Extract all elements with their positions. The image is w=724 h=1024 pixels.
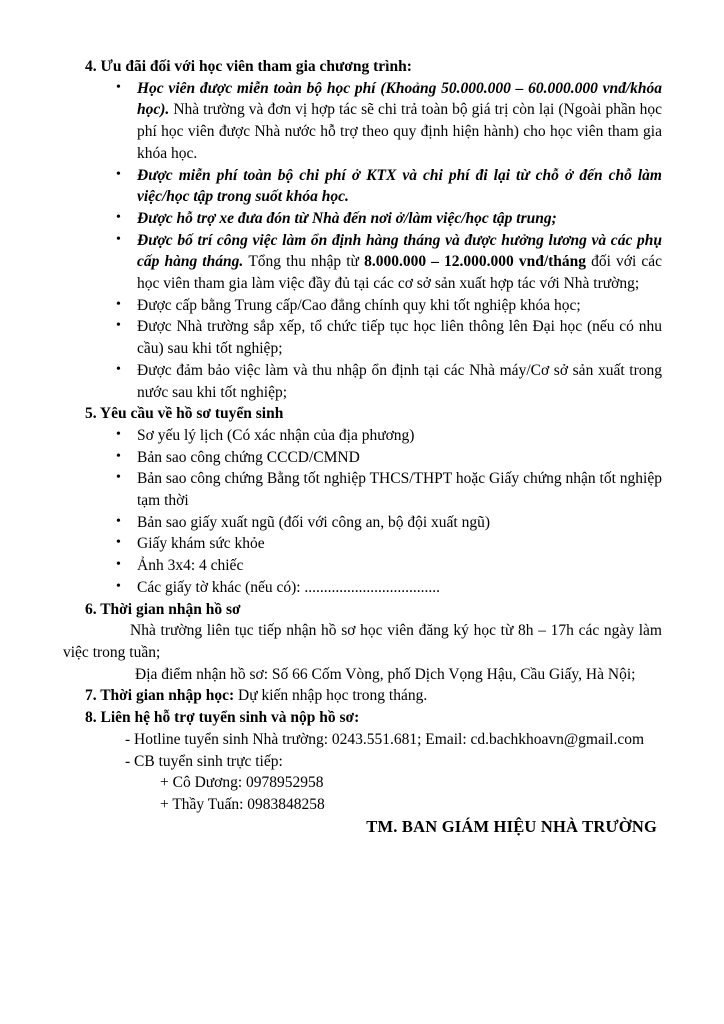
bullet-text — [137, 167, 662, 206]
requirement-item-photos — [63, 555, 662, 577]
text-segment: Giấy khám sức khỏe — [137, 535, 265, 553]
text-segment: 8.000.000 – 12.000.000 vnđ/tháng — [364, 253, 587, 271]
text-segment: 6. Thời gian nhận hồ sơ — [85, 600, 241, 618]
benefit-item-lienthong — [63, 316, 662, 359]
signature-line — [63, 816, 662, 838]
section-4-heading — [85, 56, 662, 78]
bullet-text — [137, 362, 662, 401]
text-segment: đối với các học viên tham gia làm việc đầy đủ tại các cơ sở sản xuất hợp tác với Nhà trường; — [137, 253, 663, 293]
benefit-item-degree — [63, 295, 662, 317]
document-body — [63, 56, 662, 837]
receiving-address-paragraph — [63, 664, 662, 686]
text-segment: Được miễn phí toàn bộ chi phí ở KTX và chi phí đi lại từ chỗ ở đến chỗ làm việc/học tập trong suốt khóa học. — [137, 166, 662, 206]
requirement-item-other — [63, 577, 662, 599]
section-6-heading — [85, 599, 662, 621]
bullet-icon: • — [116, 535, 121, 551]
text-segment: + Thầy Tuấn: 0983848258 — [160, 795, 325, 813]
bullet-text — [137, 80, 662, 162]
bullet-text — [137, 514, 490, 531]
contact-staff-line — [125, 751, 662, 773]
text-segment: Nhà trường và đơn vị hợp tác sẽ chi trả toàn bộ giá trị còn lại (Ngoài phần học phí học viên được Nhà nước hỗ trợ theo quy định hiện hành) cho học viên tham gia khóa học. — [137, 101, 662, 162]
text-segment: Được hỗ trợ xe đưa đón từ Nhà đến nơi ở/làm việc/học tập trung; — [137, 209, 557, 227]
text-segment: Tổng thu nhập từ — [248, 253, 365, 271]
bullet-text — [137, 470, 662, 509]
bullet-text — [137, 297, 581, 314]
bullet-icon: • — [116, 231, 121, 247]
bullet-text — [137, 449, 360, 466]
text-segment: Được bố trí công việc làm ổn định hàng tháng và được hưởng lương và các phụ cấp hàng tháng. — [137, 231, 662, 271]
text-segment: Học viên được miễn toàn bộ học phí (Khoảng 50.000.000 – 60.000.000 vnđ/khóa học). — [137, 79, 662, 119]
text-segment: Ảnh 3x4: 4 chiếc — [137, 557, 244, 575]
text-segment: 4. Ưu đãi đối với học viên tham gia chương trình: — [85, 58, 412, 75]
text-segment: + Cô Dương: 0978952958 — [160, 774, 324, 792]
requirement-item-discharge — [63, 512, 662, 534]
contact-person-tuan — [160, 794, 662, 816]
text-segment: 8. Liên hệ hỗ trợ tuyển sinh và nộp hồ sơ: — [85, 709, 360, 727]
bullet-icon: • — [116, 318, 121, 334]
requirement-item-resume — [63, 425, 662, 447]
benefit-item-job — [63, 230, 662, 295]
bullet-icon: • — [116, 296, 121, 312]
bullet-text — [137, 318, 662, 357]
bullet-text — [137, 535, 265, 552]
text-segment: Bản sao công chứng CCCD/CMND — [137, 448, 360, 466]
bullet-icon: • — [116, 578, 121, 594]
contact-hotline-line — [125, 729, 662, 751]
bullet-text — [137, 579, 440, 596]
text-segment: Được cấp bằng Trung cấp/Cao đẳng chính quy khi tốt nghiệp khóa học; — [137, 296, 581, 314]
text-segment: 7. Thời gian nhập học: — [85, 687, 239, 705]
section-8-heading — [85, 707, 662, 729]
bullet-icon: • — [116, 426, 121, 442]
benefit-item-dorm — [63, 165, 662, 208]
bullet-icon: • — [116, 209, 121, 225]
bullet-icon: • — [116, 448, 121, 464]
text-segment: Dự kiến nhập học trong tháng. — [238, 687, 428, 705]
bullet-text — [137, 557, 243, 574]
benefit-item-tuition — [63, 78, 662, 165]
receiving-time-paragraph — [63, 620, 662, 663]
text-segment: Được đảm bảo việc làm và thu nhập ổn định tại các Nhà máy/Cơ sở sản xuất trong nước sau khi tốt nghiệp; — [137, 361, 662, 401]
text-segment: TM. BAN GIÁM HIỆU NHÀ TRƯỜNG — [366, 816, 657, 836]
bullet-text — [137, 232, 662, 292]
bullet-icon: • — [116, 79, 121, 95]
text-segment: Sơ yếu lý lịch (Có xác nhận của địa phương) — [137, 426, 415, 444]
text-segment: - Hotline tuyển sinh Nhà trường: 0243.551.681; Email: cd.bachkhoavn@gmail.com — [125, 730, 645, 748]
bullet-icon: • — [116, 513, 121, 529]
requirement-item-diploma — [63, 468, 662, 511]
requirement-item-health — [63, 533, 662, 555]
benefit-item-transport — [63, 208, 662, 230]
text-segment: 5. Yêu cầu về hồ sơ tuyển sinh — [85, 405, 284, 423]
bullet-icon: • — [116, 361, 121, 377]
contact-person-duong — [160, 772, 662, 794]
text-segment: - CB tuyển sinh trực tiếp: — [125, 752, 283, 770]
bullet-icon: • — [116, 557, 121, 573]
text-segment: Địa điểm nhận hồ sơ: Số 66 Cốm Vòng, phố Dịch Vọng Hậu, Cầu Giấy, Hà Nội; — [135, 665, 636, 683]
text-segment: Được Nhà trường sắp xếp, tổ chức tiếp tục học liên thông lên Đại học (nếu có nhu cầu) sau khi tốt nghiệp; — [137, 318, 662, 358]
section-7-heading — [85, 685, 662, 707]
bullet-text — [137, 427, 414, 444]
text-segment: Nhà trường liên tục tiếp nhận hồ sơ học viên đăng ký học từ 8h – 17h các ngày làm việc trong tuần; — [63, 622, 662, 661]
requirement-item-id — [63, 447, 662, 469]
text-segment: Các giấy tờ khác (nếu có): ................................... — [137, 578, 441, 596]
bullet-icon: • — [116, 470, 121, 486]
text-segment: Bản sao công chứng Bằng tốt nghiệp THCS/THPT hoặc Giấy chứng nhận tốt nghiệp tạm thời — [137, 470, 662, 510]
bullet-icon: • — [116, 166, 121, 182]
benefit-item-employment — [63, 360, 662, 403]
bullet-text — [137, 210, 557, 227]
section-5-heading — [85, 403, 662, 425]
text-segment: Bản sao giấy xuất ngũ (đối với công an, bộ đội xuất ngũ) — [137, 513, 491, 531]
